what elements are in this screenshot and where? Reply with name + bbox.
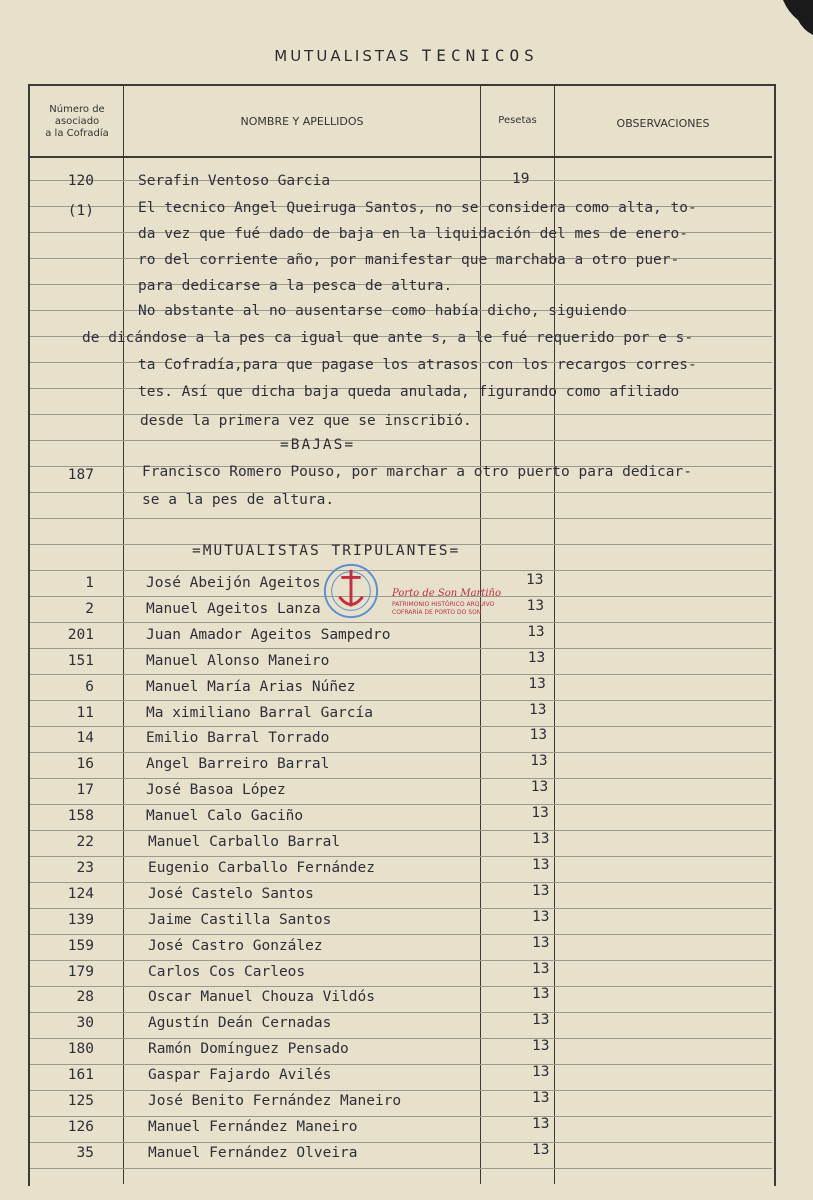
member-name: Agustín Deán Cernadas bbox=[148, 1015, 332, 1031]
member-name: José Castelo Santos bbox=[148, 886, 314, 902]
member-name: José Abeijón Ageitos bbox=[146, 575, 321, 591]
member-number: 35 bbox=[76, 1145, 94, 1161]
member-pesetas: 13 bbox=[529, 702, 547, 718]
ruled-line bbox=[30, 882, 772, 883]
member-pesetas: 13 bbox=[532, 857, 550, 873]
note-line: El tecnico Angel Queiruga Santos, no se considera como alta, to- bbox=[138, 200, 697, 216]
member-pesetas: 13 bbox=[532, 1116, 550, 1132]
member-name: Angel Barreiro Barral bbox=[146, 756, 330, 772]
member-name: Manuel Calo Gaciño bbox=[146, 808, 304, 824]
member-name: Ma ximiliano Barral García bbox=[146, 705, 373, 721]
column-divider-1 bbox=[123, 86, 124, 1184]
member-number: 124 bbox=[67, 886, 94, 902]
ruled-line bbox=[30, 570, 772, 571]
member-number: 158 bbox=[67, 808, 94, 824]
ruled-line bbox=[30, 830, 772, 831]
member-name: José Castro González bbox=[148, 938, 323, 954]
member-name: Ramón Domínguez Pensado bbox=[148, 1041, 349, 1057]
ruled-line bbox=[30, 752, 772, 753]
ruled-line bbox=[30, 440, 772, 441]
member-name: Manuel Carballo Barral bbox=[148, 834, 341, 850]
member-name: Oscar Manuel Chouza Vildós bbox=[148, 989, 375, 1005]
member-name: Eugenio Carballo Fernández bbox=[148, 860, 375, 876]
member-pesetas: 13 bbox=[529, 727, 548, 743]
bajas-heading: =BAJAS= bbox=[280, 437, 356, 453]
note-line: de dicándose a la pes ca igual que ante s, a le fué requerido por e s- bbox=[82, 330, 694, 346]
member-number: 1 bbox=[85, 575, 94, 591]
title-part2: TECNICOS bbox=[421, 46, 539, 65]
note-line: ta Cofradía,para que pagase los atrasos con los recargos corres- bbox=[138, 357, 697, 373]
member-pesetas: 13 bbox=[532, 1064, 550, 1080]
member-number: 161 bbox=[67, 1067, 94, 1083]
ledger-frame bbox=[28, 84, 776, 1186]
ruled-line bbox=[30, 856, 772, 857]
ruled-line bbox=[30, 1064, 772, 1065]
member-name: Manuel Fernández Olveira bbox=[148, 1145, 358, 1161]
member-pesetas: 13 bbox=[527, 624, 545, 640]
header-nombre: NOMBRE Y APELLIDOS bbox=[240, 115, 364, 128]
member-pesetas: 13 bbox=[530, 753, 548, 769]
member-pesetas: 13 bbox=[527, 650, 546, 666]
tripulantes-heading: =MUTUALISTAS TRIPULANTES= bbox=[192, 543, 461, 559]
member-pesetas: 19 bbox=[512, 171, 530, 187]
member-name: José Benito Fernández Maneiro bbox=[148, 1093, 402, 1109]
ruled-line bbox=[30, 1168, 772, 1169]
stamp-subtext: COFRARÍA DE PORTO DO SON bbox=[392, 609, 482, 616]
member-number: 6 bbox=[85, 679, 94, 695]
column-divider-3 bbox=[554, 86, 555, 1184]
note-line: desde la primera vez que se inscribió. bbox=[140, 413, 472, 429]
column-divider-2 bbox=[480, 86, 481, 1184]
ruled-line bbox=[30, 1116, 772, 1117]
note-line: tes. Así que dicha baja queda anulada, figurando como afiliado bbox=[138, 384, 680, 400]
baja-number: 187 bbox=[67, 467, 94, 483]
ruled-line bbox=[30, 700, 772, 701]
ruled-line bbox=[30, 908, 772, 909]
member-name: Serafin Ventoso Garcia bbox=[138, 173, 331, 189]
ruled-line bbox=[30, 1142, 772, 1143]
page-title bbox=[0, 46, 813, 65]
note-line: ro del corriente año, por manifestar que marchaba a otro puer- bbox=[138, 252, 680, 268]
member-number: 201 bbox=[67, 627, 94, 643]
ruled-line bbox=[30, 804, 772, 805]
note-line: da vez que fué dado de baja en la liquidación del mes de enero- bbox=[138, 226, 688, 242]
ruled-line bbox=[30, 986, 772, 987]
stamp-subtext: PATRIMONIO HISTÓRICO ARQUIVO bbox=[392, 601, 495, 608]
member-pesetas: 13 bbox=[532, 831, 550, 847]
member-pesetas: 13 bbox=[526, 598, 545, 614]
note-line: para dedicarse a la pesca de altura. bbox=[138, 278, 453, 294]
member-name: José Basoa López bbox=[146, 782, 286, 798]
member-number: 139 bbox=[67, 912, 94, 928]
member-pesetas: 13 bbox=[532, 909, 550, 925]
ruled-line bbox=[30, 1090, 772, 1091]
member-number: 14 bbox=[76, 730, 94, 746]
baja-line: Francisco Romero Pouso, por marchar a otro puerto para dedicar- bbox=[142, 464, 692, 480]
title-part1: MUTUALISTAS bbox=[274, 47, 412, 65]
header-numero: Número de asociado a la Cofradía bbox=[45, 104, 109, 139]
member-number: 159 bbox=[67, 938, 94, 954]
member-pesetas: 13 bbox=[532, 1090, 550, 1106]
member-name: Jaime Castilla Santos bbox=[148, 912, 332, 928]
member-name: Manuel Fernández Maneiro bbox=[148, 1119, 358, 1135]
member-number: 125 bbox=[67, 1093, 94, 1109]
ruled-line bbox=[30, 726, 772, 727]
member-number: 22 bbox=[76, 834, 94, 850]
member-number: 151 bbox=[67, 653, 94, 669]
header-separator bbox=[30, 156, 772, 158]
member-number: 180 bbox=[67, 1041, 94, 1057]
member-pesetas: 13 bbox=[530, 779, 549, 795]
header-observaciones: OBSERVACIONES bbox=[616, 117, 710, 130]
member-pesetas: 13 bbox=[528, 676, 546, 692]
ruled-line bbox=[30, 518, 772, 519]
member-number: 179 bbox=[67, 964, 94, 980]
note-line: No abstante al no ausentarse como había dicho, siguiendo bbox=[138, 303, 627, 319]
ruled-line bbox=[30, 934, 772, 935]
stamp-text: Porto de Son Martiño bbox=[392, 588, 501, 599]
header-pesetas: Pesetas bbox=[498, 115, 537, 126]
member-pesetas: 13 bbox=[532, 1012, 550, 1028]
member-number: 2 bbox=[85, 601, 94, 617]
member-pesetas: 13 bbox=[532, 935, 550, 951]
member-pesetas: 13 bbox=[532, 883, 550, 899]
ruled-line bbox=[30, 674, 772, 675]
member-name: Manuel María Arias Núñez bbox=[146, 679, 356, 695]
member-number: 17 bbox=[76, 782, 94, 798]
member-pesetas: 13 bbox=[532, 1142, 550, 1158]
member-name: Gaspar Fajardo Avilés bbox=[148, 1067, 332, 1083]
ruled-line bbox=[30, 960, 772, 961]
ruled-line bbox=[30, 622, 772, 623]
archive-stamp-logo bbox=[322, 562, 380, 620]
member-pesetas: 13 bbox=[532, 961, 550, 977]
member-name: Juan Amador Ageitos Sampedro bbox=[146, 627, 391, 643]
baja-line: se a la pes de altura. bbox=[142, 492, 335, 508]
member-number: 126 bbox=[67, 1119, 94, 1135]
member-number: 28 bbox=[76, 989, 94, 1005]
ruled-line bbox=[30, 778, 772, 779]
member-pesetas: 13 bbox=[532, 986, 550, 1002]
ruled-line bbox=[30, 648, 772, 649]
member-number: 11 bbox=[76, 705, 94, 721]
member-pesetas: 13 bbox=[526, 572, 544, 588]
ruled-line bbox=[30, 1038, 772, 1039]
member-number: 16 bbox=[76, 756, 94, 772]
member-number: 120 bbox=[67, 173, 94, 189]
member-pesetas: 13 bbox=[532, 1038, 550, 1054]
member-name: Carlos Cos Carleos bbox=[148, 964, 306, 980]
member-pesetas: 13 bbox=[531, 805, 549, 821]
member-name: Manuel Ageitos Lanza bbox=[146, 601, 321, 617]
note-reference: (1) bbox=[67, 203, 94, 219]
ruled-line bbox=[30, 1012, 772, 1013]
member-name: Emilio Barral Torrado bbox=[146, 730, 330, 746]
member-number: 23 bbox=[76, 860, 94, 876]
member-number: 30 bbox=[76, 1015, 94, 1031]
member-name: Manuel Alonso Maneiro bbox=[146, 653, 330, 669]
torn-corner bbox=[773, 0, 813, 40]
